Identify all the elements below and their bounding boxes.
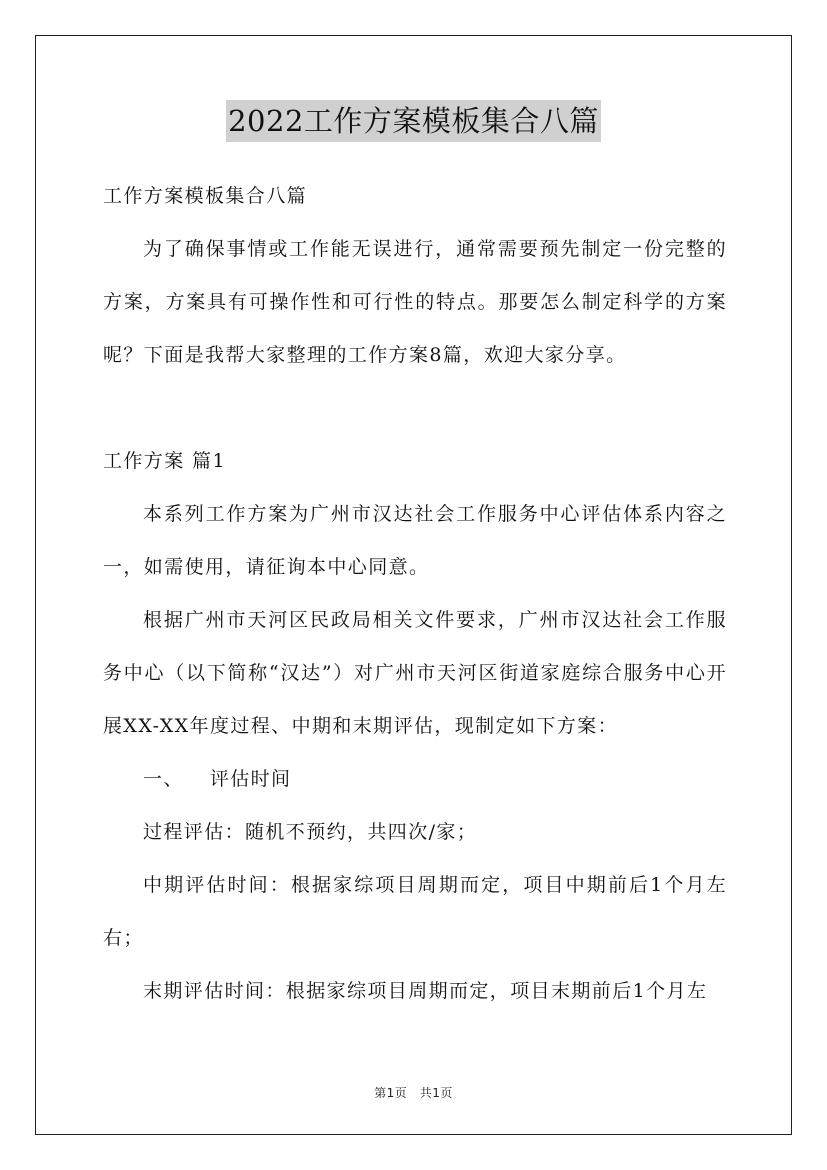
item-heading — [103, 753, 727, 806]
item-number: 一、 — [143, 768, 184, 790]
item-title: 评估时间 — [209, 768, 292, 790]
title-container — [0, 100, 827, 142]
paragraph-usage-note: 本系列工作方案为广州市汉达社会工作服务中心评估体系内容之一，如需使用，请征询本中心同意。 — [103, 503, 727, 578]
process-evaluation-line: 过程评估：随机不预约，共四次/家； — [143, 821, 478, 843]
document-body — [103, 170, 727, 1018]
midterm-evaluation-line: 中期评估时间：根据家综项目周期而定，项目中期前后1个月左右； — [103, 874, 727, 949]
final-evaluation-line: 末期评估时间：根据家综项目周期而定，项目末期前后1个月左 — [143, 980, 708, 1002]
document-subtitle: 工作方案模板集合八篇 — [103, 185, 308, 207]
document-title: 2022工作方案模板集合八篇 — [226, 100, 601, 142]
paragraph-background: 根据广州市天河区民政局相关文件要求，广州市汉达社会工作服务中心（以下简称“汉达”）对广州市天河区街道家庭综合服务中心开展XX-XX年度过程、中期和末期评估，现制定如下方案： — [103, 609, 727, 737]
section-heading: 工作方案 篇1 — [103, 450, 226, 472]
page-number-footer: 第1页 共1页 — [374, 1086, 453, 1100]
intro-paragraph: 为了确保事情或工作能无误进行，通常需要预先制定一份完整的方案，方案具有可操作性和可行性的特点。那要怎么制定科学的方案呢？下面是我帮大家整理的工作方案8篇，欢迎大家分享。 — [103, 238, 727, 366]
blank-line — [103, 382, 727, 435]
